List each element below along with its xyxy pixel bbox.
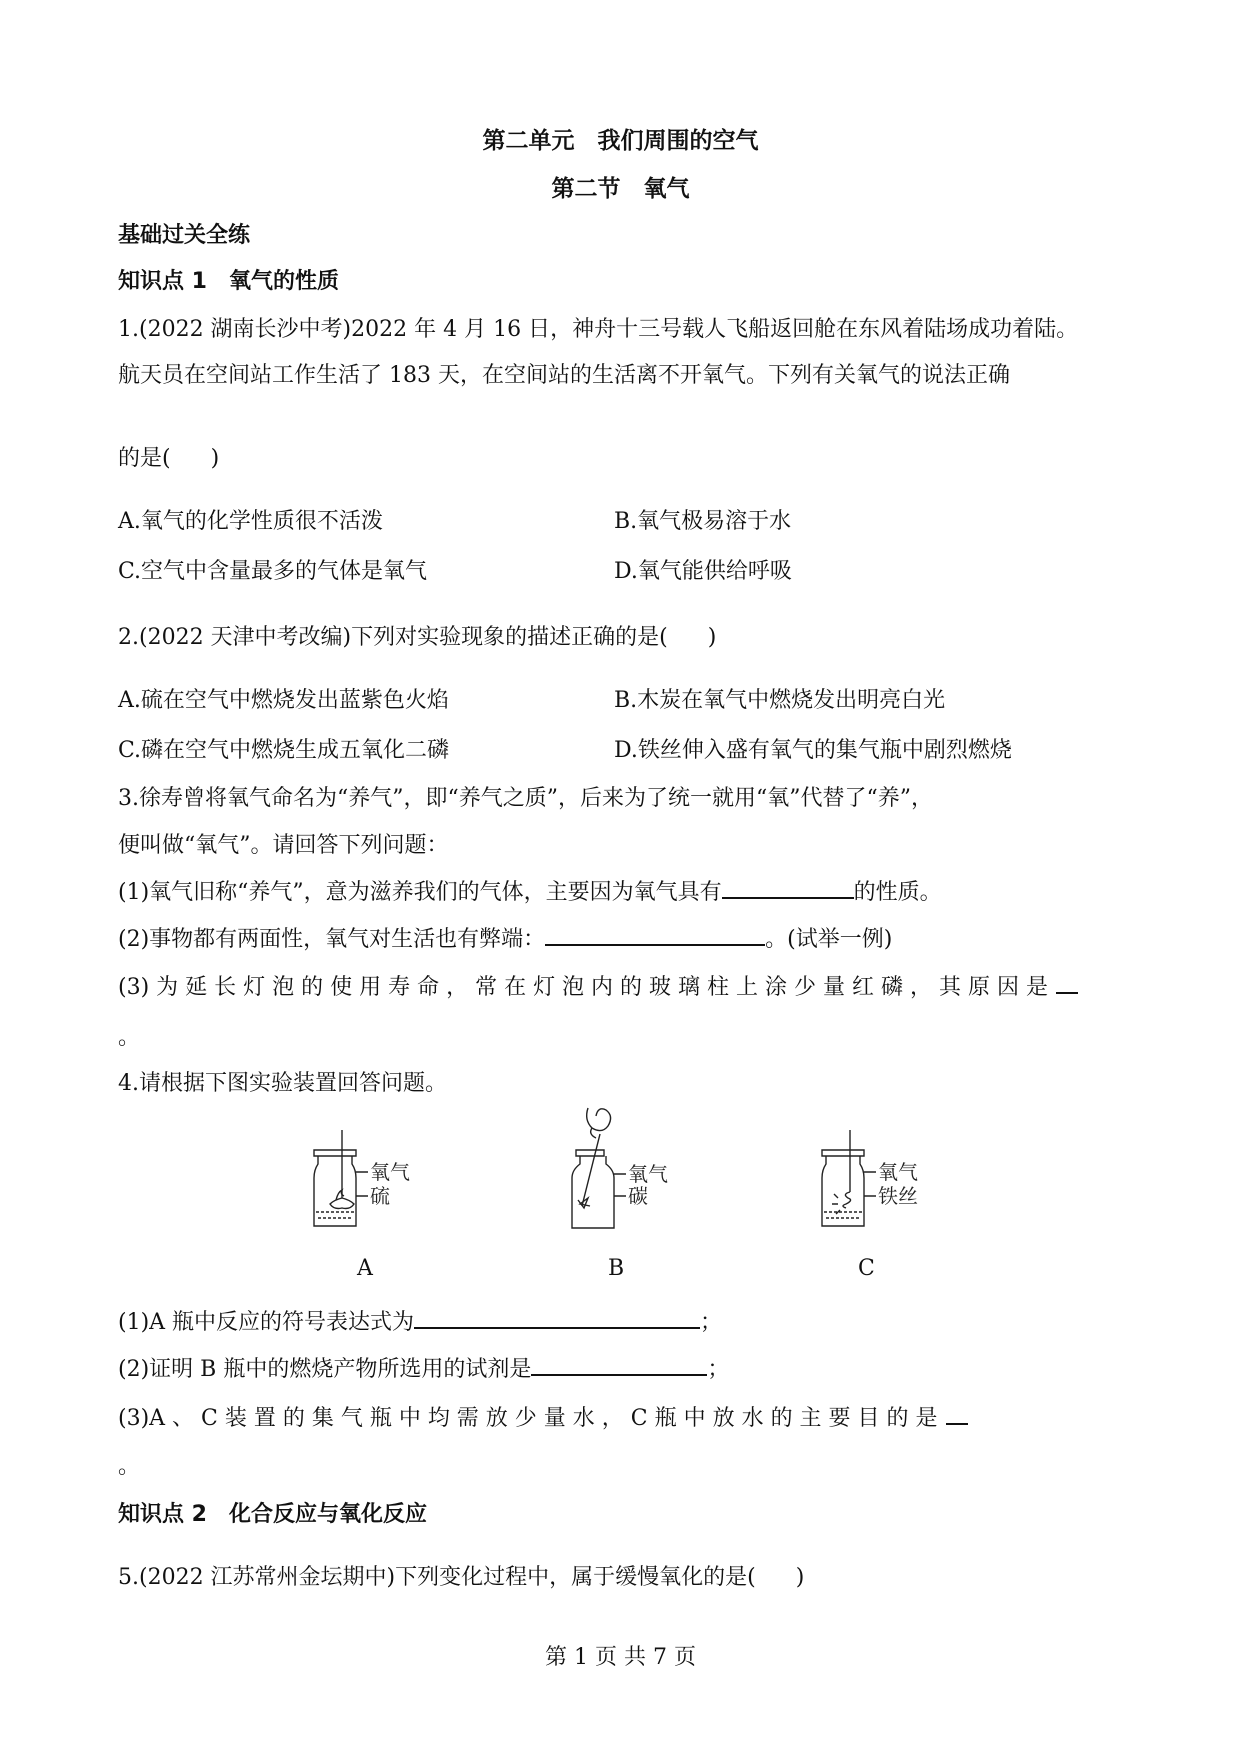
q4-part-1 — [118, 1305, 722, 1336]
q1-stem-end — [118, 441, 219, 472]
q3-part-2 — [118, 922, 892, 953]
q4-part-2 — [118, 1352, 729, 1383]
q1-stem-line-2: 航天员在空间站工作生活了 183 天，在空间站的生活离不开氧气。下列有关氧气的说法正确 — [118, 363, 1010, 388]
figure-c-gas-label: 氧气 — [878, 1160, 918, 1184]
q3-part-3 — [118, 970, 1078, 1001]
q4-part-2-suffix: ； — [707, 1357, 730, 1382]
q2-stem-text: 2.(2022 天津中考改编)下列对实验现象的描述正确的是( — [118, 625, 668, 650]
q3-stem-line-1: 3.徐寿曾将氧气命名为“养气”，即“养气之质”，后来为了统一就用“氧”代替了“养”， — [118, 786, 933, 811]
q4-part-3-blank[interactable] — [946, 1401, 968, 1425]
figure-a-label: A — [357, 1256, 373, 1281]
knowledge-point-1-heading: 知识点 1 氧气的性质 — [118, 269, 339, 294]
page-number: 第 1 页 共 7 页 — [545, 1645, 696, 1670]
q4-part-1-text: (1)A 瓶中反应的符号表达式为 — [118, 1310, 415, 1335]
q2-option-d: D.铁丝伸入盛有氧气的集气瓶中剧烈燃烧 — [614, 738, 1012, 763]
q3-part-2-text: (2)事物都有两面性，氧气对生活也有弊端： — [118, 927, 546, 952]
figure-b-apparatus — [558, 1104, 678, 1234]
practice-heading: 基础过关全练 — [118, 223, 251, 248]
figure-b-label: B — [608, 1256, 625, 1281]
figure-c-label: C — [858, 1256, 875, 1281]
figure-a-gas-label: 氧气 — [370, 1160, 410, 1184]
q2-option-b: B.木炭在氧气中燃烧发出明亮白光 — [614, 688, 946, 713]
knowledge-point-2-heading: 知识点 2 化合反应与氧化反应 — [118, 1502, 427, 1527]
q1-stem-end-text: 的是( — [118, 446, 171, 471]
q3-part-1-suffix: 的性质。 — [853, 880, 942, 905]
q3-part-3-end: 。 — [118, 1025, 141, 1050]
q3-part-2-blank[interactable] — [545, 922, 765, 946]
q4-part-1-blank[interactable] — [414, 1305, 700, 1329]
figure-c-substance-label: 铁丝 — [878, 1184, 918, 1208]
q4-part-1-suffix: ； — [700, 1310, 723, 1335]
section-title: 第二节 氧气 — [551, 176, 690, 202]
figure-b-gas-label: 氧气 — [628, 1162, 668, 1186]
q3-part-3-blank[interactable] — [1056, 970, 1078, 994]
q1-option-b: B.氧气极易溶于水 — [614, 509, 792, 534]
figure-b-substance-label: 碳 — [628, 1184, 648, 1208]
q2-option-a: A.硫在空气中燃烧发出蓝紫色火焰 — [118, 688, 449, 713]
q3-part-1 — [118, 875, 942, 906]
q4-part-2-blank[interactable] — [531, 1352, 707, 1376]
q4-part-3 — [118, 1401, 968, 1432]
figure-a-substance-label: 硫 — [370, 1184, 390, 1208]
q4-part-2-text: (2)证明 B 瓶中的燃烧产物所选用的试剂是 — [118, 1357, 532, 1382]
q4-part-3-end: 。 — [118, 1454, 141, 1479]
unit-title: 第二单元 我们周围的空气 — [482, 128, 759, 154]
q2-stem-close: ) — [707, 625, 717, 650]
q3-part-1-text: (1)氧气旧称“养气”，意为滋养我们的气体，主要因为氧气具有 — [118, 880, 722, 905]
q3-stem-line-2: 便叫做“氧气”。请回答下列问题： — [118, 833, 449, 858]
q1-stem-line-1: 1.(2022 湖南长沙中考)2022 年 4 月 16 日，神舟十三号载人飞船返回舱在东风着陆场成功着陆。 — [118, 317, 1079, 342]
q5-stem-close: ) — [795, 1565, 805, 1590]
q4-part-3-text: (3)A 、 C 装 置 的 集 气 瓶 中 均 需 放 少 量 水 ， C 瓶 中 放 水 的 主 要 目 的 是 — [118, 1406, 938, 1431]
q2-option-c: C.磷在空气中燃烧生成五氧化二磷 — [118, 738, 450, 763]
q3-part-2-suffix: 。(试举一例) — [765, 927, 893, 952]
q1-option-a: A.氧气的化学性质很不活泼 — [118, 509, 383, 534]
q3-part-1-blank[interactable] — [722, 875, 854, 899]
q2-stem — [118, 620, 716, 651]
figure-c-apparatus — [808, 1128, 958, 1234]
q4-stem: 4.请根据下图实验装置回答问题。 — [118, 1071, 447, 1096]
q1-option-c: C.空气中含量最多的气体是氧气 — [118, 559, 428, 584]
q3-part-3-text: (3) 为 延 长 灯 泡 的 使 用 寿 命 ， 常 在 灯 泡 内 的 玻 璃 柱 上 涂 少 量 红 磷 ， 其 原 因 是 — [118, 975, 1048, 1000]
q1-option-d: D.氧气能供给呼吸 — [614, 559, 792, 584]
q1-stem-close: ) — [210, 446, 220, 471]
q5-stem-text: 5.(2022 江苏常州金坛期中)下列变化过程中，属于缓慢氧化的是( — [118, 1565, 756, 1590]
q5-stem — [118, 1560, 804, 1591]
figure-a-apparatus — [300, 1128, 460, 1234]
